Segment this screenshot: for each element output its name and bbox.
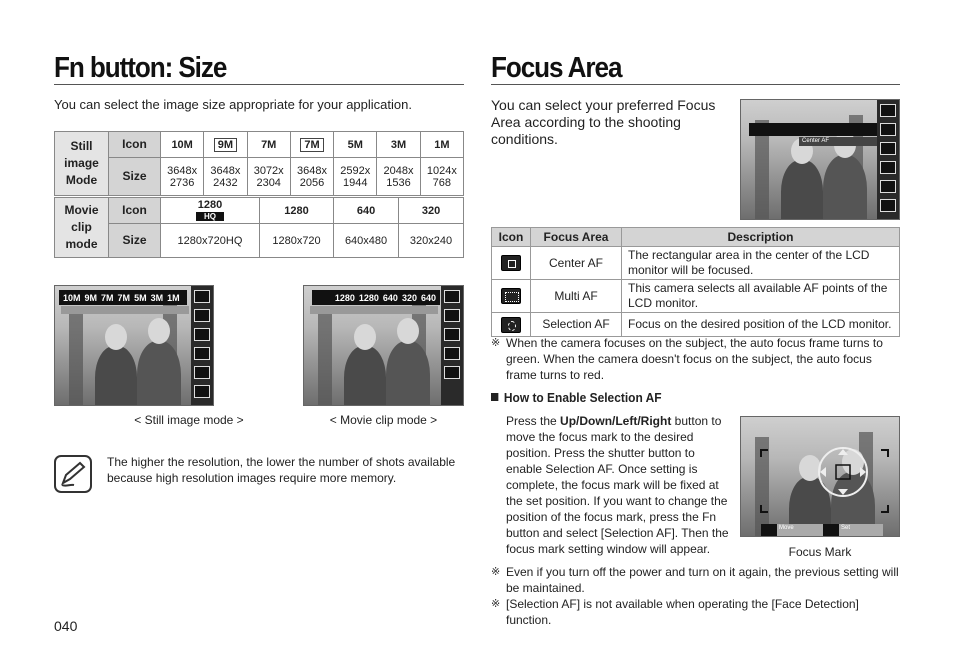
size-1280hq-icon: 1280 HQ bbox=[161, 198, 260, 224]
table-row bbox=[492, 280, 900, 313]
page-number: 040 bbox=[54, 618, 78, 634]
menu-icon bbox=[880, 142, 896, 155]
still-caption: < Still image mode > bbox=[134, 413, 244, 427]
set-label: Set bbox=[841, 525, 851, 531]
movie-size-table bbox=[54, 197, 464, 258]
move-label: Move bbox=[779, 525, 794, 531]
menu-icon bbox=[444, 290, 460, 303]
still-icon-label: Icon bbox=[109, 132, 161, 158]
still-size-label: Size bbox=[109, 158, 161, 196]
menu-icon bbox=[444, 347, 460, 360]
size-cell: 2048x 1536 bbox=[377, 158, 420, 196]
focus-area-table bbox=[491, 227, 900, 337]
col-description: Description bbox=[622, 228, 900, 247]
menu-sidebar bbox=[191, 286, 213, 405]
focus-area-desc: This camera selects all available AF points of the LCD monitor. bbox=[622, 280, 900, 313]
still-mode-screen bbox=[54, 285, 214, 406]
col-focus-area: Focus Area bbox=[531, 228, 622, 247]
focus-area-name: Selection AF bbox=[531, 313, 622, 337]
focus-area-name: Center AF bbox=[531, 247, 622, 280]
multi-af-icon bbox=[492, 280, 531, 313]
center-af-icon bbox=[492, 247, 531, 280]
page-title-focus: Focus Area bbox=[491, 52, 622, 84]
power-note: Even if you turn off the power and turn on it again, the previous setting will be maintained. bbox=[506, 565, 899, 595]
menu-icon bbox=[880, 199, 896, 212]
af-frame-note: When the camera focuses on the subject, the auto focus frame turns to green. When the camera doesn't focus on the subject, the auto focus frame turns to red. bbox=[506, 336, 883, 382]
focus-mark-overlay bbox=[741, 417, 900, 537]
size-9m-icon: 9M bbox=[204, 132, 247, 158]
note-mark: ※ bbox=[491, 566, 501, 578]
how-to-text: Press the Up/Down/Left/Right button to move the focus mark to the desired position. Press the shutter button to enable Selection AF. Once setting is complete, the focus mark will be fixed at the set position. If you want to change the position of the focus mark, press the Fn button and select [Selection AF]. Then the focus mark setting window will appear. bbox=[506, 414, 729, 556]
size-note: The higher the resolution, the lower the number of shots available because high resolution images require more memory. bbox=[107, 455, 456, 485]
menu-icon bbox=[194, 347, 210, 360]
title-rule bbox=[491, 84, 900, 85]
size-table bbox=[54, 131, 464, 196]
menu-icon bbox=[444, 328, 460, 341]
menu-icon bbox=[444, 309, 460, 322]
selection-af-icon bbox=[492, 313, 531, 337]
size-7m-icon: 7M bbox=[247, 132, 290, 158]
size-cell: 1280x720HQ bbox=[161, 224, 260, 258]
menu-icon bbox=[880, 104, 896, 117]
size-1280-icon: 1280 bbox=[259, 198, 333, 224]
size-3m-icon: 3M bbox=[377, 132, 420, 158]
menu-sidebar bbox=[441, 286, 463, 405]
focus-mark-caption: Focus Mark bbox=[788, 545, 852, 559]
size-cell: 640x480 bbox=[334, 224, 399, 258]
page-title-size: Fn button: Size bbox=[54, 52, 227, 84]
table-row bbox=[492, 313, 900, 337]
menu-icon bbox=[194, 366, 210, 379]
size-5m-icon: 5M bbox=[334, 132, 377, 158]
table-row bbox=[492, 247, 900, 280]
note-mark: ※ bbox=[491, 598, 501, 610]
menu-icon bbox=[194, 309, 210, 322]
menu-sidebar bbox=[877, 100, 899, 219]
note-pencil-icon bbox=[54, 455, 92, 493]
size-640-icon: 640 bbox=[334, 198, 399, 224]
movie-icon-label: Icon bbox=[109, 198, 161, 224]
focus-area-desc: Focus on the desired position of the LCD monitor. bbox=[622, 313, 900, 337]
movie-size-label: Size bbox=[109, 224, 161, 258]
focus-intro: You can select your preferred Focus Area according to the shooting conditions. bbox=[491, 97, 716, 147]
size-cell: 3072x 2304 bbox=[247, 158, 290, 196]
menu-icon bbox=[880, 180, 896, 193]
size-cell: 320x240 bbox=[399, 224, 464, 258]
size-icon-bar: 10M 9M 7M 7M 5M 3M 1M bbox=[59, 290, 187, 305]
size-cell: 3648x 2056 bbox=[290, 158, 333, 196]
focus-mark-screen bbox=[740, 416, 900, 537]
menu-icon bbox=[444, 366, 460, 379]
size-320-icon: 320 bbox=[399, 198, 464, 224]
movie-caption: < Movie clip mode > bbox=[329, 413, 438, 427]
size-cell: 1280x720 bbox=[259, 224, 333, 258]
note-mark: ※ bbox=[491, 337, 501, 349]
menu-icon bbox=[880, 123, 896, 136]
movie-mode-screen bbox=[303, 285, 464, 406]
menu-icon bbox=[194, 385, 210, 398]
focus-area-name: Multi AF bbox=[531, 280, 622, 313]
ok-button-icon bbox=[823, 524, 839, 536]
face-detection-note: [Selection AF] is not available when operating the [Face Detection] function. bbox=[506, 597, 859, 627]
size-10m-icon: 10M bbox=[161, 132, 204, 158]
col-icon: Icon bbox=[492, 228, 531, 247]
screen-center-af-label: Center AF bbox=[799, 137, 877, 146]
size-7m-wide-icon: 7M bbox=[290, 132, 333, 158]
focus-menu-screen bbox=[740, 99, 900, 220]
size-cell: 2592x 1944 bbox=[334, 158, 377, 196]
how-to-heading: How to Enable Selection AF bbox=[491, 390, 662, 405]
menu-icon bbox=[194, 328, 210, 341]
menu-icon bbox=[194, 290, 210, 303]
still-mode-label: Still image Mode bbox=[55, 132, 109, 196]
title-rule bbox=[54, 84, 464, 85]
focus-area-desc: The rectangular area in the center of the LCD monitor will be focused. bbox=[622, 247, 900, 280]
movie-mode-label: Movie clip mode bbox=[55, 198, 109, 258]
size-cell: 3648x 2736 bbox=[161, 158, 204, 196]
menu-icon bbox=[880, 161, 896, 174]
size-cell: 1024x 768 bbox=[420, 158, 463, 196]
size-intro: You can select the image size appropriate for your application. bbox=[54, 97, 412, 112]
size-cell: 3648x 2432 bbox=[204, 158, 247, 196]
move-arrows-icon bbox=[761, 524, 777, 536]
movie-size-icon-bar: 1280 1280 640 320 640 bbox=[312, 290, 440, 305]
size-1m-icon: 1M bbox=[420, 132, 463, 158]
